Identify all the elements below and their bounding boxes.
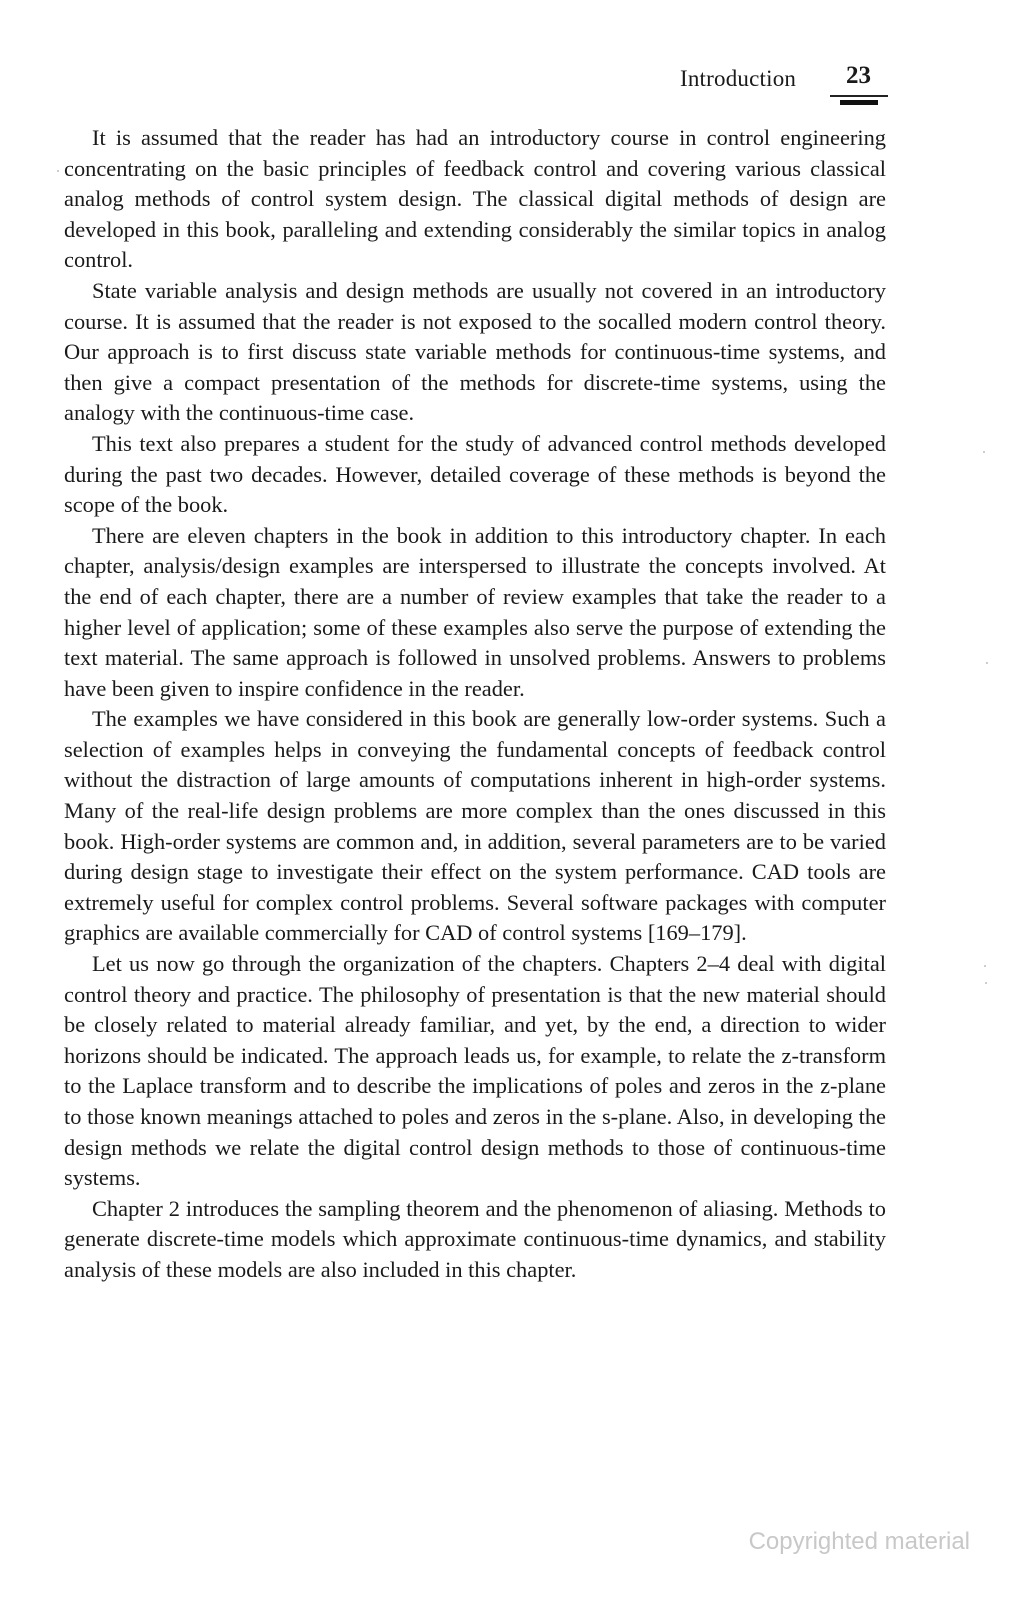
running-head [660, 62, 896, 102]
scan-speck [985, 982, 987, 984]
copyright-watermark: Copyrighted material [748, 1528, 970, 1555]
scan-speck [986, 662, 988, 664]
paragraph-2: State variable analysis and design methods are usually not covered in an introductory course. It is assumed that the reader is not exposed to the socalled modern control theory. Our approach is to first discuss state variable methods for continuous-time systems, and then give a compact presentation of the methods for discrete-time systems, using the analogy with the continuous-time case. [64, 277, 886, 426]
body-text [64, 123, 886, 1286]
paragraph-1: It is assumed that the reader has had an introductory course in control engineering concentrating on the basic principles of feedback control and covering various classical analog methods of control system design. The classical digital methods of design are developed in this book, paralleling and extending considerably the similar topics in analog control. [64, 125, 886, 273]
header-rule [830, 95, 888, 97]
running-head-title: Introduction [680, 66, 797, 91]
paragraph-6: Let us now go through the organization of the chapters. Chapters 2–4 deal with digital control theory and practice. The philosophy of presentation is that the new material should be closely related to material already familiar, and yet, by the end, a direction to wider horizons should be indicated. The approach leads us, for example, to relate the z-transform to the Laplace transform and to describe the implications of poles and zeros in the z-plane to those known meanings attached to poles and zeros in the s-plane. Also, in developing the design methods we relate the digital control design methods to those of continuous-time systems. [64, 951, 886, 1191]
paragraph-7: Chapter 2 introduces the sampling theorem and the phenomenon of aliasing. Methods to generate discrete-time models which approximate continuous-time dynamics, and stability analysis of these models are also included in this chapter. [64, 1195, 886, 1282]
scan-speck [983, 451, 985, 453]
scan-speck [984, 965, 986, 967]
header-rule-thick [840, 100, 878, 105]
paragraph-4: There are eleven chapters in the book in addition to this introductory chapter. In each chapter, analysis/design examples are interspersed to illustrate the concepts involved. At the end of each chapter, there are a number of review examples that take the reader to a higher level of application; some of these examples also serve the purpose of extending the text material. The same approach is followed in unsolved problems. Answers to problems have been given to inspire confidence in the reader. [64, 522, 886, 701]
scan-speck [57, 170, 59, 172]
paragraph-5: The examples we have considered in this book are generally low-order systems. Such a selection of examples helps in conveying the fundamental concepts of feedback control without the distraction of large amounts of computations inherent in high-order systems. Many of the real-life design problems are more complex than the ones discussed in this book. High-order systems are common and, in addition, several parameters are to be varied during design stage to investigate their effect on the system performance. CAD tools are extremely useful for complex control problems. Several software packages with computer graphics are available commercially for CAD of control systems [169–179]. [64, 706, 886, 946]
paragraph-3: This text also prepares a student for the study of advanced control methods developed during the past two decades. However, detailed coverage of these methods is beyond the scope of the book. [64, 430, 886, 518]
page-number: 23 [846, 62, 871, 89]
